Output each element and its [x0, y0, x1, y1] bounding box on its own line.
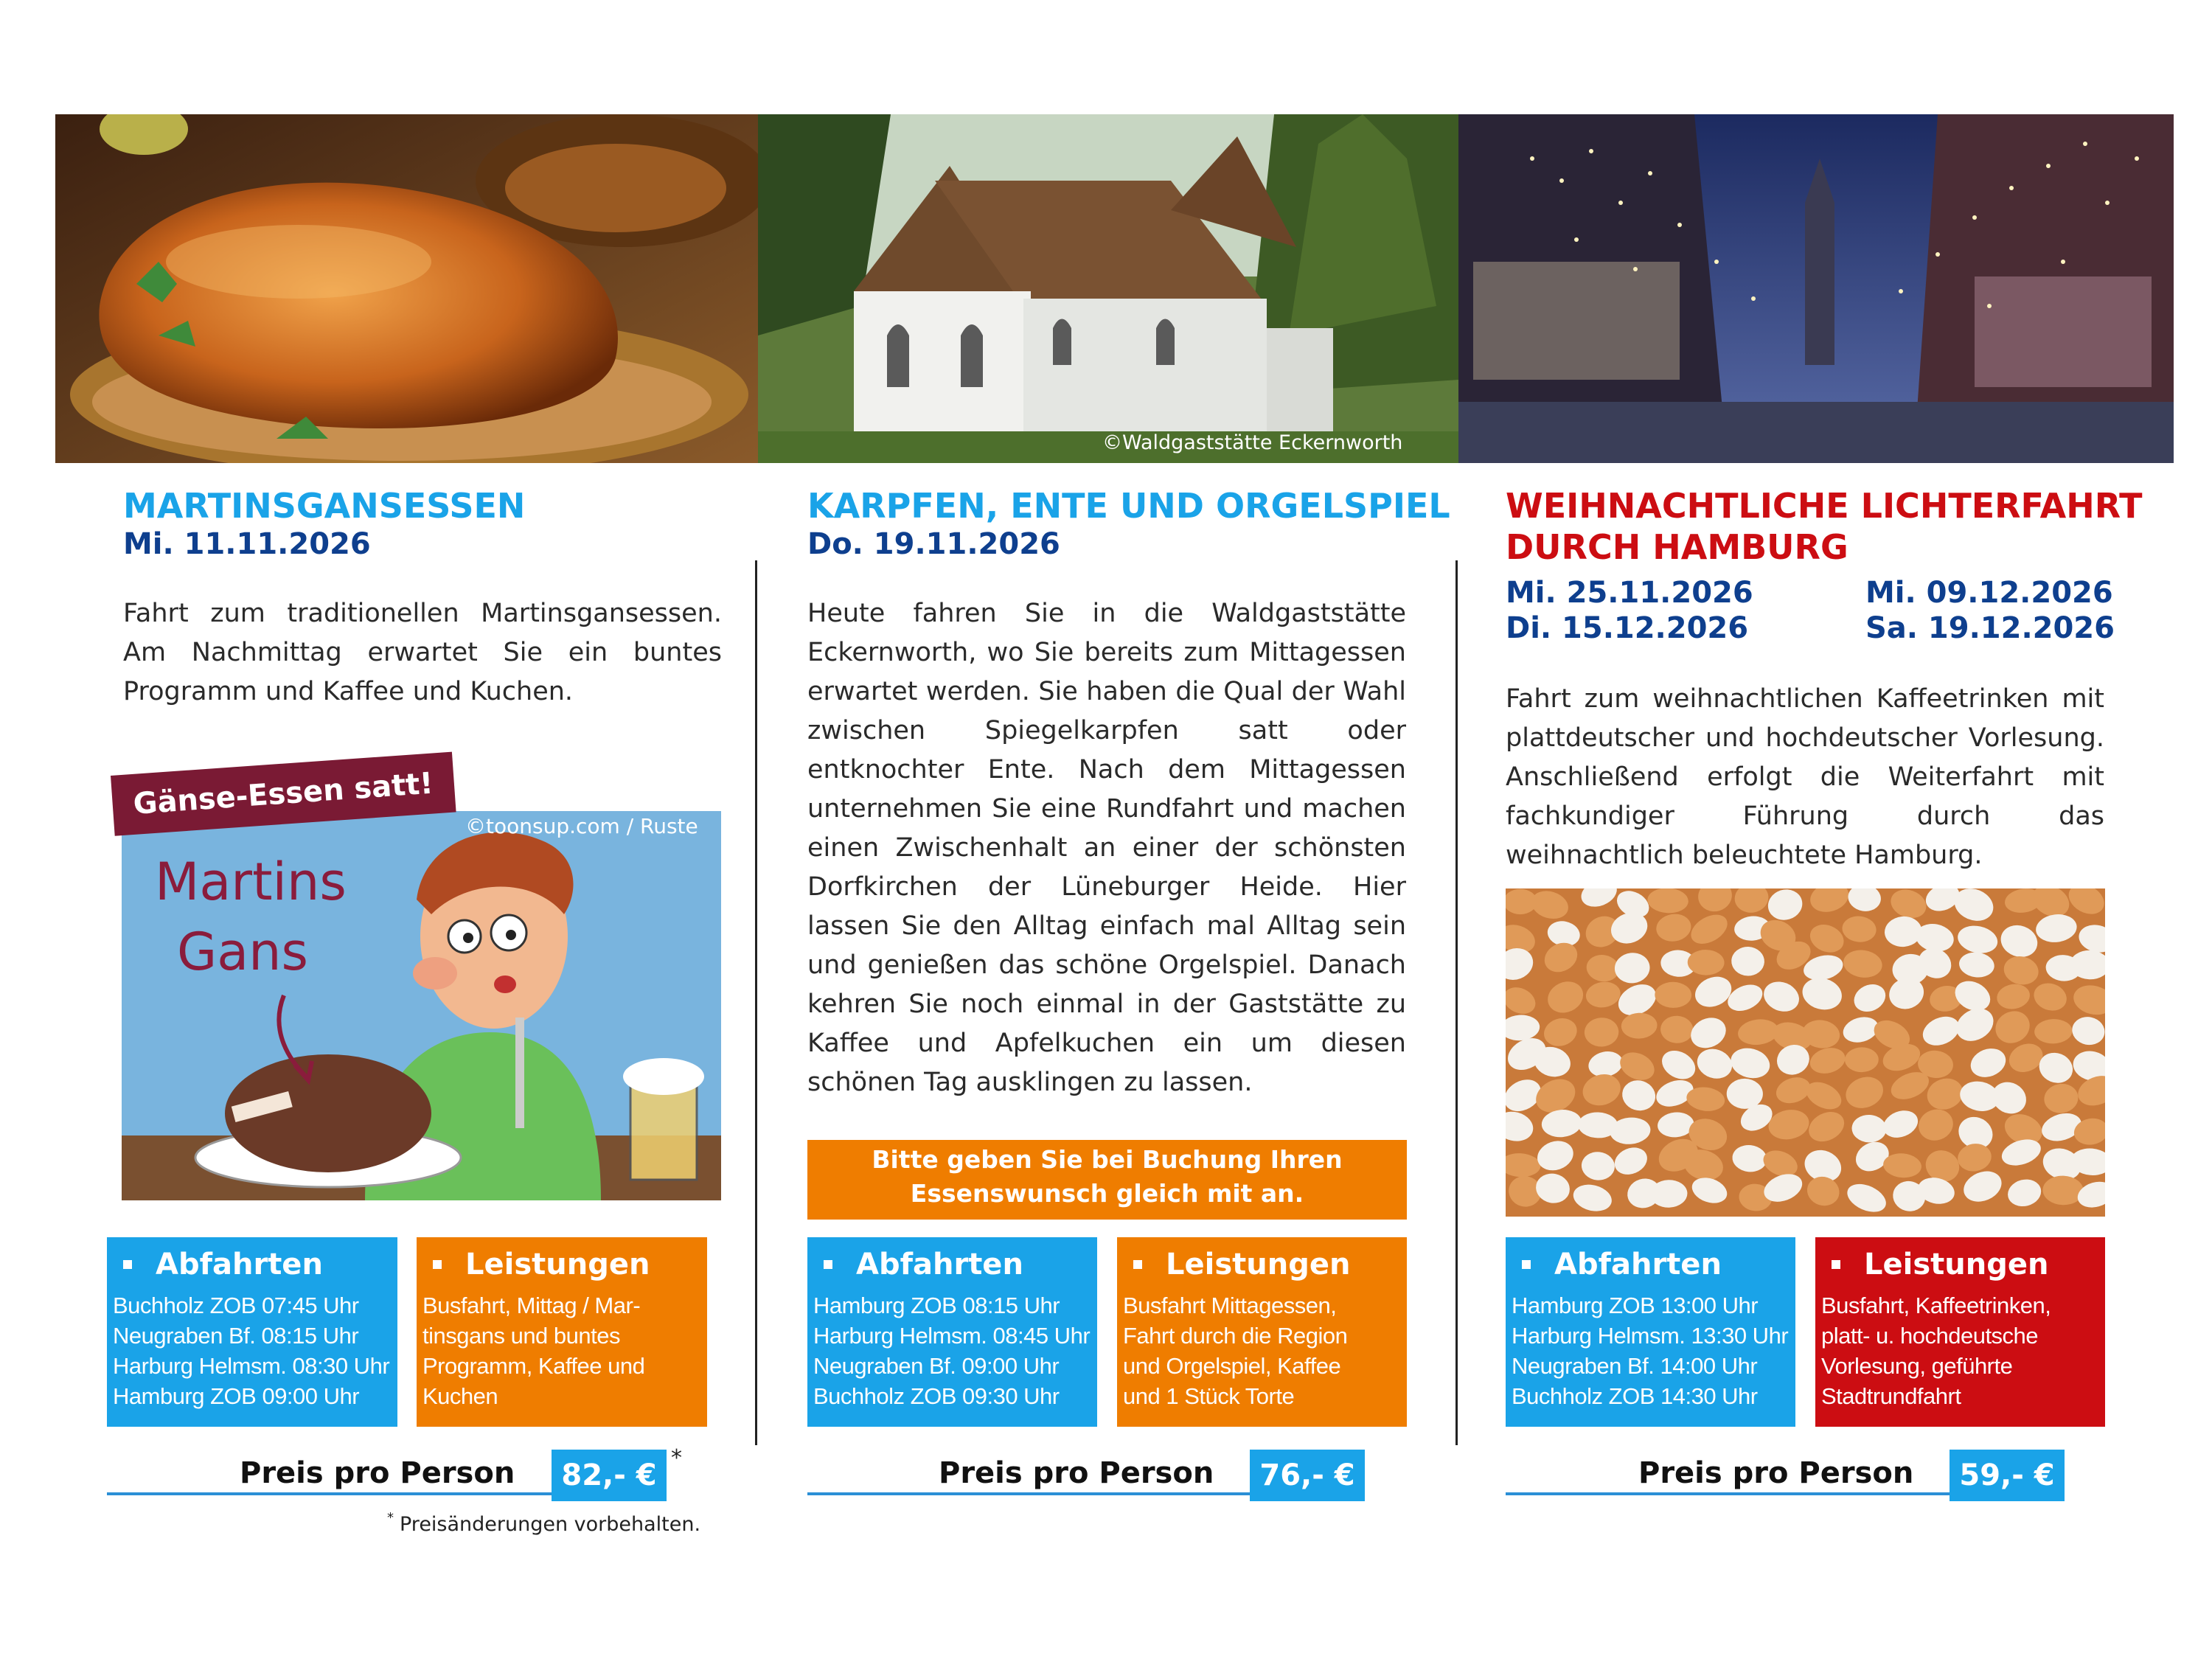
col3-date-4: Sa. 19.12.2026	[1865, 611, 2115, 645]
col2-abfahrten-box: Abfahrten Hamburg ZOB 08:15 Uhr Harburg Helmsm. 08:45 Uhr Neugraben Bf. 09:00 Uhr Buchholz ZOB 09:30 Uhr	[807, 1237, 1097, 1427]
col3-leistungen-list: Busfahrt, Kaffeetrinken, platt- u. hochdeutsche Vorlesung, geführte Stadtrundfahrt	[1821, 1293, 2051, 1409]
bullet-square-icon	[123, 1260, 132, 1269]
goose-banner: Gänse-Essen satt!	[111, 752, 456, 836]
pastry-photo	[1506, 888, 2105, 1217]
col2-price-label: Preis pro Person	[939, 1456, 1214, 1490]
roast-goose-photo	[55, 114, 758, 463]
col1-abfahrten-list: Buchholz ZOB 07:45 Uhr Neugraben Bf. 08:15 Uhr Harburg Helmsm. 08:30 Uhr Hamburg ZOB 09:00 Uhr	[113, 1293, 390, 1409]
col1-date: Mi. 11.11.2026	[123, 527, 371, 561]
church-photo	[758, 114, 1458, 463]
booking-notice: Bitte geben Sie bei Buchung Ihren Essenswunsch gleich mit an.	[807, 1140, 1407, 1220]
column-divider	[1455, 560, 1458, 1445]
col3-title: WEIHNACHTLICHE LICHTERFAHRT DURCH HAMBURG	[1506, 486, 2143, 567]
cartoon-image	[122, 811, 721, 1200]
bullet-square-icon	[433, 1260, 442, 1269]
photo-credit: ©Waldgaststätte Eckernworth	[1102, 431, 1403, 454]
col1-price: 82,- €	[552, 1450, 667, 1501]
col3-price: 59,- €	[1950, 1450, 2065, 1501]
col2-date: Do. 19.11.2026	[807, 527, 1060, 561]
price-asterisk: *	[671, 1445, 682, 1471]
col2-abfahrten-list: Hamburg ZOB 08:15 Uhr Harburg Helmsm. 08:45 Uhr Neugraben Bf. 09:00 Uhr Buchholz ZOB 09:30 Uhr	[813, 1293, 1091, 1409]
col1-price-label: Preis pro Person	[240, 1456, 515, 1490]
cartoon-credit: ©toonsup.com / Ruste	[465, 814, 698, 838]
bullet-square-icon	[1133, 1260, 1142, 1269]
col3-abfahrten-list: Hamburg ZOB 13:00 Uhr Harburg Helmsm. 13:30 Uhr Neugraben Bf. 14:00 Uhr Buchholz ZOB 14:30 Uhr	[1512, 1293, 1789, 1409]
col3-date-1: Mi. 25.11.2026	[1506, 576, 1753, 610]
col3-leistungen-box: Leistungen Busfahrt, Kaffeetrinken, platt- u. hochdeutsche Vorlesung, geführte Stadtrundfahrt	[1815, 1237, 2105, 1427]
col3-description: Fahrt zum weihnachtlichen Kaffeetrinken mit plattdeutscher und hochdeutscher Vorlesung. Anschließend erfolgt die Weiterfahrt mit fachkundiger Führung durch das weihnachtlich beleuchtete Hamburg.	[1506, 684, 2104, 870]
col1-leistungen-box: Leistungen Busfahrt, Mittag / Mar- tinsgans und buntes Programm, Kaffee und Kuchen	[417, 1237, 707, 1427]
col2-price: 76,- €	[1250, 1450, 1365, 1501]
col3-price-label: Preis pro Person	[1638, 1456, 1914, 1490]
col1-description: Fahrt zum traditionellen Martinsgansessen. Am Nachmittag erwartet Sie ein buntes Programm und Kaffee und Kuchen.	[123, 599, 722, 706]
col1-title: MARTINSGANSESSEN	[123, 486, 526, 526]
column-divider	[755, 560, 757, 1445]
hamburg-lights-photo	[1458, 114, 2174, 463]
footnote: Preisänderungen vorbehalten.	[400, 1513, 701, 1536]
bullet-square-icon	[1522, 1260, 1531, 1269]
col1-leistungen-list: Busfahrt, Mittag / Mar- tinsgans und buntes Programm, Kaffee und Kuchen	[422, 1293, 645, 1409]
footnote-mark: *	[387, 1510, 394, 1526]
col2-description: Heute fahren Sie in die Waldgaststätte Eckernworth, wo Sie bereits zum Mittagessen erwartet werden. Sie haben die Qual der Wahl zwischen Spiegelkarpfen satt oder entknochter Ente. Nach dem Mittagessen unternehmen Sie eine Rundfahrt und machen einen Zwischenhalt an einer der schönsten Dorfkirchen der Lüneburger Heide. Hier lassen Sie den Alltag einfach mal Alltag sein und genießen das schöne Orgelspiel. Danach kehren Sie noch einmal in der Gaststätte zu Kaffee und Apfelkuchen ein um diesen schönen Tag ausklingen zu lassen.	[807, 599, 1406, 1097]
cartoon-text-gans: Gans	[177, 922, 308, 982]
cartoon-text-martins: Martins	[155, 852, 347, 912]
col3-date-2: Mi. 09.12.2026	[1865, 576, 2113, 610]
bullet-square-icon	[824, 1260, 832, 1269]
col1-abfahrten-box: Abfahrten Buchholz ZOB 07:45 Uhr Neugraben Bf. 08:15 Uhr Harburg Helmsm. 08:30 Uhr Hamburg ZOB 09:00 Uhr	[107, 1237, 397, 1427]
col3-abfahrten-box: Abfahrten Hamburg ZOB 13:00 Uhr Harburg Helmsm. 13:30 Uhr Neugraben Bf. 14:00 Uhr Buchholz ZOB 14:30 Uhr	[1506, 1237, 1795, 1427]
col3-date-3: Di. 15.12.2026	[1506, 611, 1749, 645]
col2-leistungen-box: Leistungen Busfahrt Mittagessen, Fahrt durch die Region und Orgelspiel, Kaffee und 1 Stück Torte	[1117, 1237, 1407, 1427]
bullet-square-icon	[1832, 1260, 1840, 1269]
col2-leistungen-list: Busfahrt Mittagessen, Fahrt durch die Region und Orgelspiel, Kaffee und 1 Stück Torte	[1123, 1293, 1348, 1409]
col2-title: KARPFEN, ENTE UND ORGELSPIEL	[807, 486, 1450, 526]
